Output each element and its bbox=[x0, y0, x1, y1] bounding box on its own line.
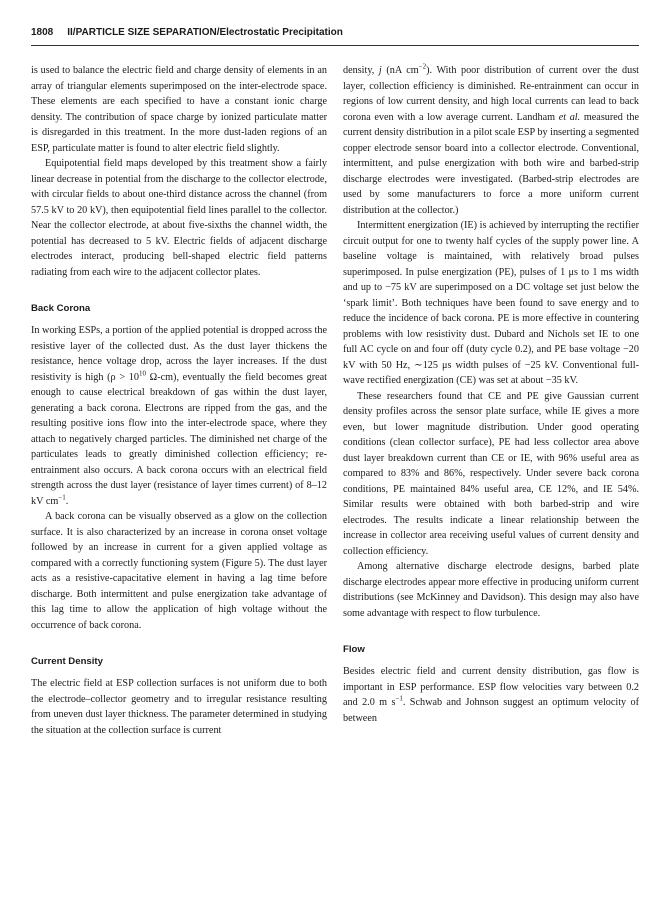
section-heading-back-corona: Back Corona bbox=[31, 303, 91, 314]
paragraph: Equipotential field maps developed by this treatment show a fairly linear decrease in potential from the discharge to the collector electrode, with circular fields to about one-third distance across the channel (from 57.5 kV to 20 kV), then equipotential field lines parallel to the collector. Near the collector electrode, at about five-sixths the channel width, the potential has decreased to 5 kV. Electric fields of adjacent discharge electrodes interact, producing bell-shaped electric field patterns radiating from each wire to the adjacent collector plates. bbox=[31, 158, 327, 278]
paragraph: Intermittent energization (IE) is achieved by interrupting the rectifier circuit output for one to twenty half cycles of the supply power line. A baseline voltage is maintained, with relatively broad pulses superimposed. In pulse energization (PE), pulses of 1 μs to 1 ms width and up to −75 kV are superimposed on a DC voltage set just below the ‘spark limit’. Both techniques have been found to save energy and to reduce the incidence of back corona. PE is more effective in countering problems with low resistivity dust. Dubard and Nichols set IE to one full AC cycle on and four off (duty cycle 0.2), and PE base voltage −20 kV with 50 Hz, ∼125 μs width pulses of −25 kV. Conventional full-wave rectified energization (CE) was set at about −35 kV. bbox=[343, 220, 639, 386]
superscript: −1 bbox=[58, 493, 66, 502]
italic-symbol: j bbox=[378, 65, 382, 76]
text-run: . Schwab and Johnson suggest an optimum velocity of between bbox=[343, 697, 639, 724]
text-run: ). With poor distribution of current over the dust layer, collection efficiency is diminished. Re-entrainment can occur in regions of low current density, and high local currents can lead to back corona even with a low average current. Landham bbox=[343, 65, 639, 123]
section-heading-current-density: Current Density bbox=[31, 656, 103, 667]
paragraph: Among alternative discharge electrode designs, barbed plate discharge electrodes appear more effective in producing uniform current distributions (see McKinney and Davidson). This design may also have some advantage with respect to flow turbulence. bbox=[343, 561, 639, 619]
superscript: 10 bbox=[138, 369, 146, 378]
paragraph: The electric field at ESP collection surfaces is not uniform due to both the electrode–collector geometry and to irregular resistance resulting from uneven dust layer thickness. The parameter determined in studying the situation at the collection surface is current bbox=[31, 678, 327, 736]
text-run: density, bbox=[343, 65, 379, 76]
paragraph bbox=[31, 323, 327, 509]
superscript: −2 bbox=[418, 62, 427, 71]
text-run: . bbox=[65, 495, 69, 507]
paragraph: A back corona can be visually observed as a glow on the collection surface. It is also characterized by an increase in corona onset voltage followed by an increase in current for a given applied voltage as compared with a correctly functioning system (Figure 5). The dust layer acts as a resistive-capacitative element in having a lag time before discharge. Both intermittent and pulse energization take advantage of this lag time to allow the application of high voltage without the occurrence of back corona. bbox=[31, 511, 327, 631]
paragraph bbox=[343, 664, 639, 726]
text-run: Besides electric field and current density distribution, gas flow is important in ESP performance. ESP flow velocities vary between 0.2 and 2.0 m s bbox=[343, 666, 639, 708]
paragraph: is used to balance the electric field and charge density of elements in an array of triangular elements superimposed on the inter-electrode space. These elements are each specified to have a constant ionic charge density. The contribution of space charge by ionized particulate matter is disregarded in this treatment. In the more dust-laden regions of an ESP, particulate matter is found to alter electric field slightly. bbox=[31, 65, 327, 154]
left-column bbox=[31, 63, 327, 738]
text-run: In working ESPs, a portion of the applied potential is dropped across the resistive layer of the collected dust. As the dust layer thickens the resistance, hence voltage drop, across the layer increases. If the dust resistivity is high (ρ > 10 bbox=[31, 325, 327, 383]
text-run: measured the current density distribution in a pilot scale ESP by inserting a segmented copper electrode sensor board into a collector electrode. Conventional, intermittent, and pulse energization with both wire and barbed-strip discharge electrodes were investigated. (Barbed-strip electrodes are used by some manufacturers to force a more uniform current distribution at the collector.) bbox=[343, 111, 640, 216]
section-heading-flow: Flow bbox=[343, 644, 365, 655]
running-title: II/PARTICLE SIZE SEPARATION/Electrostatic Precipitation bbox=[67, 27, 343, 38]
running-header bbox=[31, 27, 639, 47]
header-rule bbox=[31, 45, 639, 46]
page-number: 1808 bbox=[31, 27, 54, 38]
text-run: Ω-cm), eventually the field becomes great enough to cause electrical breakdown of gas within the dust layer, generating a back corona. Electrons are ripped from the gas, and the resulting positive ions flow into the inter-electrode space, where they attach to negatively charged particles. The diminished net charge of the particulates leads to greatly diminished collection efficiency; re-entrainment also occurs. A back corona occurs with an electrical field strength across the dust layer (resistance of layer times current) of 8–12 kV cm bbox=[31, 371, 327, 507]
text-run: (nA cm bbox=[381, 65, 419, 76]
paragraph: These researchers found that CE and PE give Gaussian current density profiles across the sensor plate surface, while IE gives a more even, but lower magnitude distribution. Under good operating conditions (clean collector surface), PE had less collector area above dust layer breakdown current than CE or IE, with 96% useful area as compared to 83% and 86%, respectively. Under severe back corona conditions, PE maintained 84% useful area, CE 12%, and IE 54%. Similar results were obtained with both barbed-strip and wire electrodes. The results indicate a linear relationship between the increase in collector area receiving useful values of current density and collection efficiency. bbox=[343, 390, 639, 557]
paragraph bbox=[343, 63, 639, 218]
superscript: −1 bbox=[395, 694, 403, 703]
italic-text: et al. bbox=[558, 111, 581, 123]
right-column bbox=[343, 63, 639, 726]
